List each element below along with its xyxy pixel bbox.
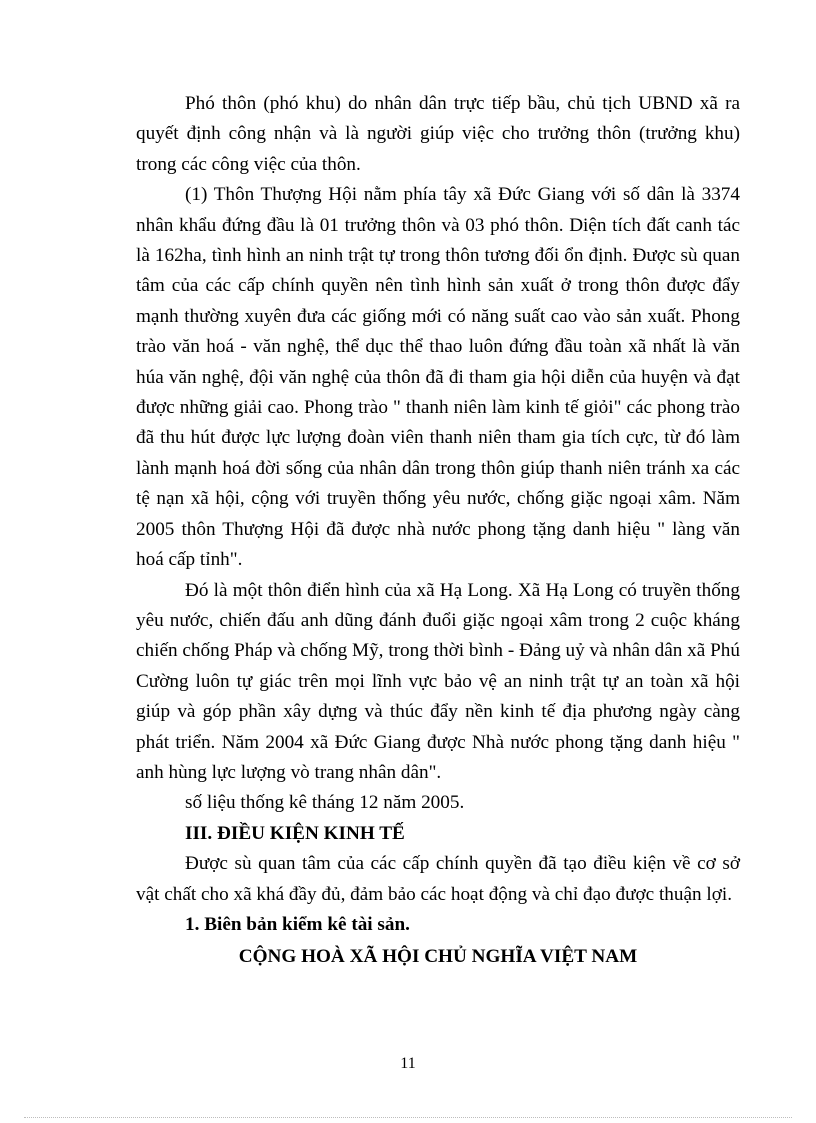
paragraph-thuong-hoi-village: (1) Thôn Thượng Hội nằm phía tây xã Đức Giang với số dân là 3374 nhân khẩu đứng đầu là 01 trưởng thôn và 03 phó thôn. Diện tích đất canh tác là 162ha, tình hình an ninh trật tự trong thôn tương đối ổn định. Được sù quan tâm của các cấp chính quyền nên tình hình sản xuất ở trong thôn được đẩy mạnh thường xuyên đưa các giống mới có năng suất cao vào sản xuất. Phong trào văn hoá - văn nghệ, thể dục thể thao luôn đứng đầu toàn xã nhất là văn húa văn nghệ, đội văn nghệ của thôn đã đi tham gia hội diễn của huyện và đạt được những giải cao. Phong trào " thanh niên làm kinh tế giỏi" các phong trào đã thu hút được lực lượng đoàn viên thanh niên tham gia tích cực, từ đó làm lành mạnh hoá đời sống của nhân dân trong thôn giúp thanh niên tránh xa các tệ nạn xã hội, cộng với truyền thống yêu nước, chống giặc ngoại xâm. Năm 2005 thôn Thượng Hội đã được nhà nước phong tặng danh hiệu " làng văn hoá cấp tỉnh". <box>136 184 740 571</box>
document-title-socialist-republic: CỘNG HOÀ XÃ HỘI CHỦ NGHĨA VIỆT NAM <box>238 946 638 968</box>
paragraph-ha-long-commune: Đó là một thôn điển hình của xã Hạ Long. Xã Hạ Long có truyền thống yêu nước, chiến đấu anh dũng đánh đuổi giặc ngoại xâm trong 2 cuộc kháng chiến chống Pháp và chống Mỹ, trong thời bình - Đảng uỷ và nhân dân xã Phú Cường luôn tự giác trên mọi lĩnh vực bảo vệ an ninh trật tự an toàn xã hội giúp và góp phần xây dựng và thúc đẩy nền kinh tế địa phương ngày càng phát triển. Năm 2004 xã Đức Giang được Nhà nước phong tặng danh hiệu " anh hùng lực lượng vò trang nhân dân". <box>136 579 740 783</box>
section-heading-economic-conditions: III. ĐIỀU KIỆN KINH TẾ <box>185 822 405 844</box>
paragraph-vice-village-head: Phó thôn (phó khu) do nhân dân trực tiếp bầu, chủ tịch UBND xã ra quyết định công nhận và là người giúp việc cho trưởng thôn (trưởng khu) trong các công việc của thôn. <box>136 93 740 175</box>
subsection-heading-asset-inventory: 1. Biên bản kiểm kê tài sản. <box>185 913 410 935</box>
page-number: 11 <box>400 1055 416 1072</box>
page-content <box>136 89 740 973</box>
paragraph-economic-conditions: Được sù quan tâm của các cấp chính quyền đã tạo điều kiện về cơ sở vật chất cho xã khá đầy đủ, đảm bảo các hoạt động và chỉ đạo được thuận lợi. <box>136 853 740 905</box>
statistics-note: số liệu thống kê tháng 12 năm 2005. <box>185 792 465 814</box>
page-bottom-divider <box>24 1117 792 1118</box>
